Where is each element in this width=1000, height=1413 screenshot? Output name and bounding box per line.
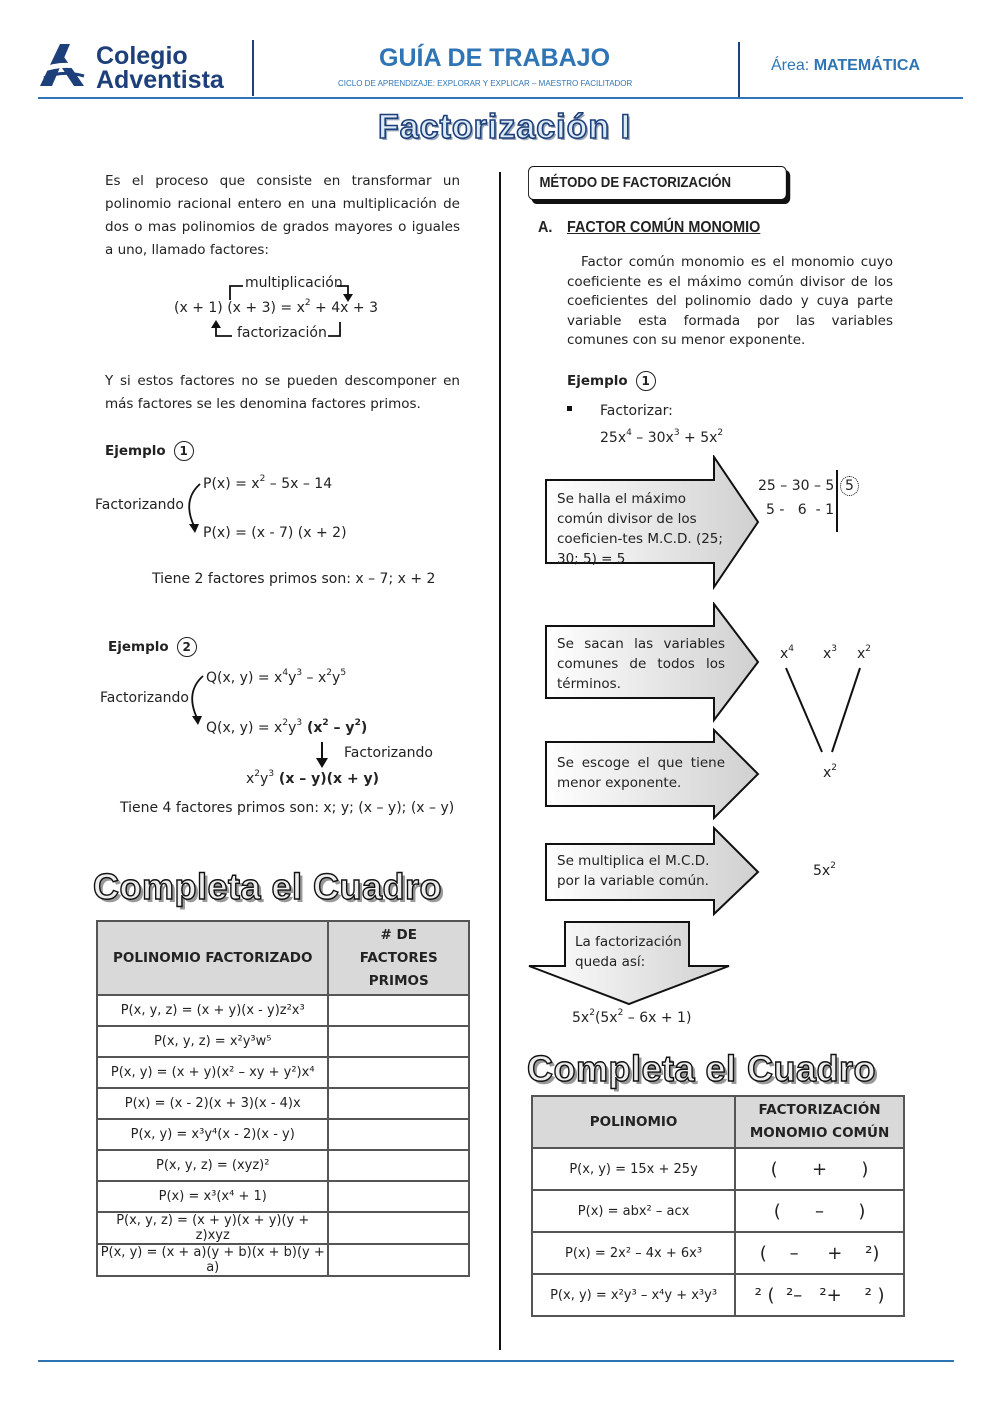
- polynomial-cell: P(x, y, z) = (xyz)²: [97, 1150, 328, 1181]
- expansion-equation: (x + 1) $(x + 3) = x^2 + 4x + 3$: [174, 298, 378, 316]
- ex1-conclusion: Tiene 2 factores primos son: x – 7; x + 2: [152, 571, 436, 587]
- table-row: [97, 1212, 469, 1244]
- answer-template-cell[interactable]: ( – + ²): [735, 1232, 904, 1274]
- ex1-factored: P(x) = (x - 7) (x + 2): [203, 525, 347, 541]
- completa-heading-left: Completa el Cuadro: [93, 866, 443, 907]
- polynomial-cell: P(x) = x³(x⁴ + 1): [97, 1181, 328, 1212]
- ex2-fully-factored: $x^2y^3$ (x – y)(x + y): [246, 769, 380, 787]
- ex2-partial-factored: Q(x, $y) = x^2y^3$ $(x^2 - y^2)$: [206, 718, 368, 736]
- table-row: [97, 995, 469, 1026]
- down-arrow-icon: [314, 740, 330, 770]
- factorizar-label: Factorizar:: [600, 403, 673, 419]
- section-a-letter: A.: [538, 219, 553, 236]
- table-row: [97, 1181, 469, 1212]
- polynomial-cell: P(x, y, z) = (x + y)(x + y)(y + z)xyz: [97, 1212, 328, 1244]
- polynomial-cell: P(x, y) = x²y³ – x⁴y + x³y³: [532, 1274, 735, 1316]
- guide-title: GUÍA DE TRABAJO: [379, 44, 611, 72]
- answer-cell[interactable]: [328, 1244, 469, 1276]
- var-x4: $x^4$: [780, 644, 795, 662]
- header-divider: [252, 40, 254, 96]
- school-name-line2: Adventista: [96, 66, 224, 94]
- table-header-polinomio-factorizado: POLINOMIO FACTORIZADO: [97, 921, 328, 995]
- table-row: [97, 1244, 469, 1276]
- polynomial-cell: P(x) = (x - 2)(x + 3)(x - 4)x: [97, 1088, 328, 1119]
- table-header-factorizacion: FACTORIZACIÓN MONOMIO COMÚN: [735, 1096, 904, 1148]
- answer-cell[interactable]: [328, 1212, 469, 1244]
- polynomial-cell: P(x) = 2x² – 4x + 6x³: [532, 1232, 735, 1274]
- answer-template-cell[interactable]: ( + ): [735, 1148, 904, 1190]
- school-name-line1: Colegio: [96, 42, 188, 70]
- bullet: [567, 406, 572, 411]
- var-x2: $x^2$: [857, 644, 872, 662]
- table-row: [532, 1274, 904, 1316]
- prime-factors-text: Y si estos factores no se pueden descomponer en más factores se les denomina factores primos.: [105, 373, 460, 412]
- polynomial-cell: P(x, y) = 15x + 25y: [532, 1148, 735, 1190]
- table-row: [532, 1148, 904, 1190]
- header-rule: [38, 97, 963, 99]
- table-row: [97, 1026, 469, 1057]
- page-title: Factorización I: [378, 108, 632, 146]
- polynomial-cell: P(x, y, z) = x²y³w⁵: [97, 1026, 328, 1057]
- subject-area: Área: MATEMÁTICA: [771, 57, 921, 74]
- table-row: [97, 1119, 469, 1150]
- factorizando-label: Factorizando: [95, 497, 184, 513]
- factorizando-label: Factorizando: [100, 690, 189, 706]
- table-row: [532, 1190, 904, 1232]
- table-header-factores-primos: # DE FACTORES PRIMOS: [328, 921, 469, 995]
- min-var: $x^2$: [823, 763, 838, 781]
- polynomial-cell: P(x, y) = (x + a)(y + b)(x + b)(y + a): [97, 1244, 328, 1276]
- header-divider: [738, 42, 740, 98]
- selection-lines-icon: [780, 664, 870, 759]
- factorizando-label: Factorizando: [344, 745, 433, 761]
- mcd-row2: 5 - 6 - 1: [766, 502, 834, 518]
- ex2-polynomial: Q(x, $y) = x^4y^3 - x^2y^5$: [206, 668, 347, 686]
- answer-cell[interactable]: [328, 995, 469, 1026]
- answer-cell[interactable]: [328, 1181, 469, 1212]
- step3-text: Se escoge el que tiene menor exponente.: [557, 755, 725, 791]
- example1-label: Ejemplo 1: [105, 440, 194, 463]
- step1-text: Se halla el máximo común divisor de los coeficien-tes M.C.D. (25; 30; 5) = 5: [557, 491, 723, 567]
- step2-text: Se sacan las variables comunes de todos los términos.: [557, 636, 725, 692]
- left-exercise-table: [96, 920, 470, 1277]
- section-a-title: FACTOR COMÚN MONOMIO: [567, 219, 761, 236]
- table-row: [532, 1232, 904, 1274]
- var-x3: $x^3$: [823, 644, 838, 662]
- polynomial-cell: P(x, y) = x³y⁴(x - 2)(x - y): [97, 1119, 328, 1150]
- multiplication-label: multiplicación: [245, 275, 343, 291]
- step4-text: Se multiplica el M.C.D. por la variable común.: [557, 853, 710, 889]
- final-label: La factorización queda así:: [575, 934, 682, 970]
- answer-cell[interactable]: [328, 1150, 469, 1181]
- answer-template-cell[interactable]: ² ( ²– ²+ ² ): [735, 1274, 904, 1316]
- factorization-label: factorización: [237, 325, 327, 341]
- answer-cell[interactable]: [328, 1057, 469, 1088]
- guide-subtitle: CICLO DE APRENDIZAJE: EXPLORAR Y EXPLICAR – MAESTRO FACILITADOR: [338, 79, 633, 88]
- mcd-division-line: [836, 470, 838, 532]
- answer-cell[interactable]: [328, 1026, 469, 1057]
- intro-text: Es el proceso que consiste en transformar un polinomio racional entero en una multiplicación de dos o mas polinomios de grados mayores o iguales a uno, llamado factores:: [105, 173, 460, 258]
- table-row: [97, 1150, 469, 1181]
- polynomial-cell: P(x, y) = (x + y)(x² – xy + y²)x⁴: [97, 1057, 328, 1088]
- right-example-label: Ejemplo 1: [567, 370, 656, 393]
- mcd-row1: 25 – 30 – 5: [758, 478, 835, 494]
- mcd-times-var: $5x^2$: [813, 861, 836, 879]
- answer-cell[interactable]: [328, 1119, 469, 1150]
- school-logo-icon: [38, 42, 88, 88]
- table-row: [97, 1088, 469, 1119]
- column-divider: [499, 172, 501, 1350]
- method-title-box: MÉTODO DE FACTORIZACIÓN: [528, 166, 787, 200]
- table-row: [97, 1057, 469, 1088]
- final-result: $5x^2(5x^2 - 6x + 1)$: [572, 1008, 692, 1026]
- completa-heading-right: Completa el Cuadro: [527, 1048, 877, 1089]
- definition-text: Factor común monomio es el monomio cuyo coeficiente es el máximo común divisor de los coeficientes del polinomio dado y cuya parte variable esta formada por las variables comunes con su menor exponente.: [567, 254, 893, 348]
- right-exercise-table: [531, 1095, 905, 1317]
- mcd-divisor: 5: [840, 476, 859, 496]
- ex1-polynomial: $P(x) = x^2 - 5x - 14$: [203, 474, 333, 492]
- answer-cell[interactable]: [328, 1088, 469, 1119]
- answer-template-cell[interactable]: ( – ): [735, 1190, 904, 1232]
- polynomial-cell: P(x) = abx² – acx: [532, 1190, 735, 1232]
- polynomial-cell: P(x, y, z) = (x + y)(x - y)z²x³: [97, 995, 328, 1026]
- example-polynomial: $25x^4 - 30x^3 + 5x^2$: [600, 428, 724, 446]
- ex2-conclusion: Tiene 4 factores primos son: x; y; (x – y); (x – y): [120, 800, 455, 816]
- example2-label: Ejemplo 2: [108, 636, 197, 659]
- table-header-polinomio: POLINOMIO: [532, 1096, 735, 1148]
- footer-rule: [38, 1360, 954, 1362]
